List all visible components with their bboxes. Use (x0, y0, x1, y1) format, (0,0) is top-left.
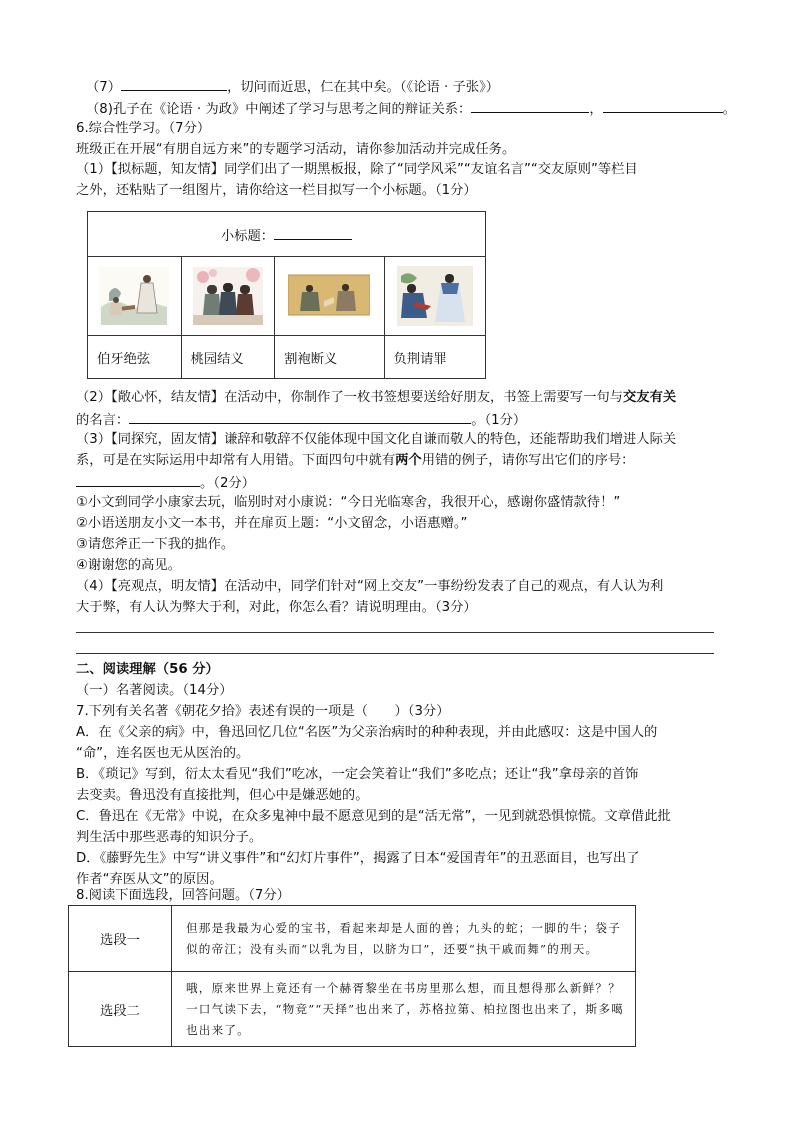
q7-option-c-1: C．鲁迅在《无常》中说，在众多鬼神中最不愿意见到的是“活无常”，一见到就恐惧惊慌。文章借此批 (76, 809, 671, 824)
q6-2-line2 (76, 409, 526, 431)
answer-line-2[interactable] (76, 653, 714, 654)
answer-blank-q6-2[interactable] (129, 409, 471, 424)
q7-option-d-2: 作者“弃医从文”的原因。 (76, 872, 223, 887)
answer-blank-7[interactable] (121, 76, 227, 91)
picture-table (87, 211, 486, 379)
q6-intro: 班级正在开展“有朋自远方来”的专题学习活动，请你参加活动并完成任务。 (76, 142, 516, 157)
boya-painting-image (99, 267, 169, 325)
excerpt-table (68, 905, 636, 1047)
answer-blank-q6-3[interactable] (76, 472, 200, 487)
option-2: ②小语送朋友小文一本书，并在扉页上题：“小文留念，小语惠赠。” (76, 516, 468, 531)
section-2-heading: 二、阅读理解（56 分） (76, 662, 219, 677)
picture-cell-2 (181, 257, 275, 336)
excerpt-text: 哦，原来世界上竟还有一个赫胥黎坐在书房里那么想，而且想得那么新鲜？？一口气读下去，“物竞”“天择”也出来了，苏格拉第、柏拉图也出来了，斯多噶也出来了。 (172, 972, 636, 1047)
q6-4-line1: （4）【亮观点，明友情】在活动中，同学们针对“网上交友”一事纷纷发表了自己的观点，有人认为利 (76, 579, 664, 594)
q7-stem: 7.下列有关名著《朝花夕拾》表述有误的一项是（ ）（3分） (76, 704, 450, 719)
picture-cell-4 (384, 257, 486, 336)
q6-2-prefix: 的名言： (76, 413, 130, 428)
q7-option-b-1: B．《琐记》写到，衍太太看见“我们”吃冰，一定会笑着让“我们”多吃点；还让“我”拿母亲的首饰 (76, 767, 639, 782)
subtitle-blank[interactable] (274, 225, 352, 240)
excerpt-label: 选段二 (69, 972, 172, 1047)
picture-cell-1 (88, 257, 182, 336)
q7-option-b-2: 去变卖。鲁迅没有直接批判，但心中是嫌恶她的。 (76, 788, 369, 803)
line-8-end: 。 (722, 102, 736, 117)
q6-2-bold: 交友有关 (622, 390, 677, 405)
excerpt-label: 选段一 (69, 906, 172, 972)
line-8-text: （8)孔子在《论语 · 为政》中阐述了学习与思考之间的辩证关系： (86, 102, 472, 117)
q6-2-line1 (76, 388, 676, 408)
fujing-painting-image (397, 266, 473, 326)
answer-blank-8b[interactable] (603, 98, 723, 113)
q6-2-suffix: 。（1分） (471, 413, 527, 428)
line-7 (86, 76, 499, 98)
line-8 (86, 98, 736, 120)
gepao-painting-image (288, 267, 370, 325)
caption-taoyuan: 桃园结义 (181, 336, 275, 379)
q6-3-text: 系，可是在实际运用中却常有人用错。下面四句中就有 (76, 453, 396, 468)
q6-3-score: 。（2分） (200, 476, 255, 491)
line-7-text: ，切问而近思，仁在其中矣。（《论语 · 子张》） (227, 80, 500, 95)
option-4: ④谢谢您的高见。 (76, 558, 181, 573)
subtitle-label: 小标题： (220, 228, 275, 244)
excerpt-text: 但那是我最为心爱的宝书，看起来却是人面的兽；九头的蛇；一脚的牛；袋子似的帝江；没有头而“以乳为目，以脐为口”，还要“执干戚而舞”的刑天。 (172, 906, 636, 972)
caption-fujing: 负荆请罪 (384, 336, 486, 379)
answer-blank-8a[interactable] (471, 98, 589, 113)
taoyuan-painting-image (193, 267, 263, 325)
q6-title: 6.综合性学习。（7分） (76, 121, 211, 136)
q6-1-line1: （1）【拟标题，知友情】同学们出了一期黑板报，除了“同学风采”“友谊名言”“交友原则”等栏目 (76, 162, 638, 177)
picture-cell-3 (275, 257, 384, 336)
q6-3-line3 (76, 472, 255, 494)
q7-option-a-2: “命”，连名医也无从医治的。 (76, 746, 250, 761)
q6-4-line2: 大于弊，有人认为弊大于利，对此，你怎么看？请说明理由。（3分） (76, 600, 477, 615)
q6-3-line1: （3）【同探究，固友情】谦辞和敬辞不仅能体现中国文化自谦而敬人的特色，还能帮助我们增进人际关 (76, 432, 677, 447)
caption-boya: 伯牙绝弦 (88, 336, 182, 379)
q7-option-c-2: 判生活中那些恶毒的知识分子。 (76, 830, 263, 845)
q6-1-line2: 之外，还粘贴了一组图片，请你给这一栏目拟写一个小标题。（1分） (76, 183, 477, 198)
answer-line-1[interactable] (76, 632, 714, 633)
line-8-sep: ， (589, 102, 603, 117)
q6-3-line2 (76, 451, 634, 471)
excerpt-row (69, 972, 636, 1047)
q8-stem: 8.阅读下面选段，回答问题。（7分） (76, 888, 290, 903)
q7-option-a-1: A．在《父亲的病》中，鲁迅回忆几位“名医”为父亲治病时的种种表现，并由此感叹：这是中国人的 (76, 725, 658, 740)
excerpt-row (69, 906, 636, 972)
q6-3-bold: 两个 (395, 453, 422, 468)
q6-3-text2: 用错的例子，请你写出它们的序号： (421, 453, 635, 468)
option-1: ①小文到同学小康家去玩，临别时对小康说：“今日光临寒舍，我很开心，感谢你盛情款待！” (76, 495, 621, 510)
option-3: ③请您斧正一下我的拙作。 (76, 537, 235, 552)
q6-2-text: （2）【敞心怀，结友情】在活动中，你制作了一枚书签想要送给好朋友，书签上需要写一句与 (76, 390, 623, 405)
caption-gepao: 割袍断义 (275, 336, 384, 379)
section-2-1-heading: （一）名著阅读。（14分） (76, 683, 233, 698)
line-7-num: （7） (86, 80, 122, 95)
subtitle-cell (88, 212, 486, 257)
q7-option-d-1: D．《藤野先生》中写“讲义事件”和“幻灯片事件”，揭露了日本“爱国青年”的丑恶面目，也写出了 (76, 851, 640, 866)
